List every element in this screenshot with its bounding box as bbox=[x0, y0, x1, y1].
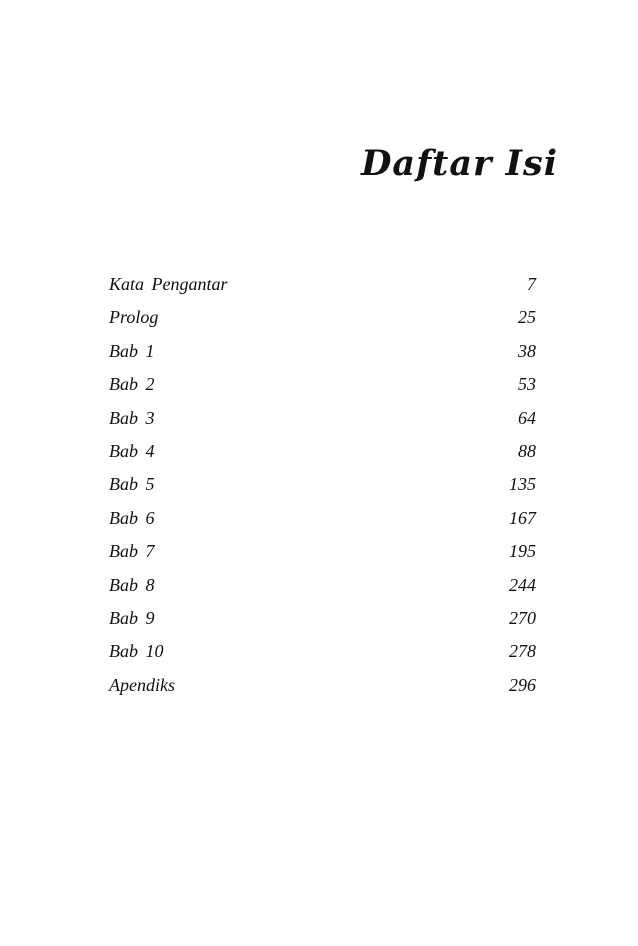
toc-entry-label: Kata Pengantar bbox=[109, 274, 228, 294]
toc-entry bbox=[109, 571, 536, 604]
toc-entry bbox=[109, 637, 536, 670]
toc-entry-label: Bab 10 bbox=[109, 641, 164, 662]
toc-entry-page: 244 bbox=[509, 574, 536, 595]
toc-entry-label: Bab 9 bbox=[109, 607, 155, 628]
toc-entry-label: Bab 6 bbox=[109, 507, 155, 528]
toc-entry bbox=[109, 604, 536, 637]
toc-entry-page: 88 bbox=[518, 440, 536, 461]
toc-entry bbox=[109, 470, 536, 503]
toc-entry-page: 64 bbox=[518, 407, 536, 428]
table-of-contents bbox=[109, 270, 536, 704]
toc-entry-page: 270 bbox=[509, 607, 536, 628]
toc-entry-page: 53 bbox=[518, 374, 536, 395]
toc-entry-page: 296 bbox=[509, 674, 536, 695]
toc-entry-page: 195 bbox=[509, 541, 536, 562]
toc-entry-label: Bab 5 bbox=[109, 474, 155, 495]
toc-entry-label: Bab 8 bbox=[109, 574, 155, 595]
toc-entry-label: Apendiks bbox=[109, 674, 175, 695]
toc-entry bbox=[109, 437, 536, 470]
toc-entry bbox=[109, 337, 536, 370]
toc-entry-label: Prolog bbox=[109, 307, 159, 328]
toc-entry-page: 38 bbox=[518, 340, 536, 361]
toc-entry-label: Bab 3 bbox=[109, 407, 155, 428]
toc-entry bbox=[109, 270, 536, 303]
toc-entry-page: 167 bbox=[509, 507, 536, 528]
toc-entry-label: Bab 7 bbox=[109, 541, 155, 562]
toc-entry bbox=[109, 504, 536, 537]
toc-entry bbox=[109, 303, 536, 336]
toc-entry bbox=[109, 404, 536, 437]
toc-entry-page: 25 bbox=[518, 307, 536, 328]
toc-entry-label: Bab 4 bbox=[109, 440, 155, 461]
toc-entry bbox=[109, 671, 536, 704]
toc-entry bbox=[109, 537, 536, 570]
toc-entry-label: Bab 2 bbox=[109, 374, 155, 395]
toc-entry-page: 278 bbox=[509, 641, 536, 662]
toc-entry-page: 135 bbox=[509, 474, 536, 495]
toc-entry-page: 7 bbox=[527, 274, 536, 294]
toc-entry bbox=[109, 370, 536, 403]
toc-entry-label: Bab 1 bbox=[109, 340, 155, 361]
page-title: Daftar Isi bbox=[361, 143, 558, 184]
